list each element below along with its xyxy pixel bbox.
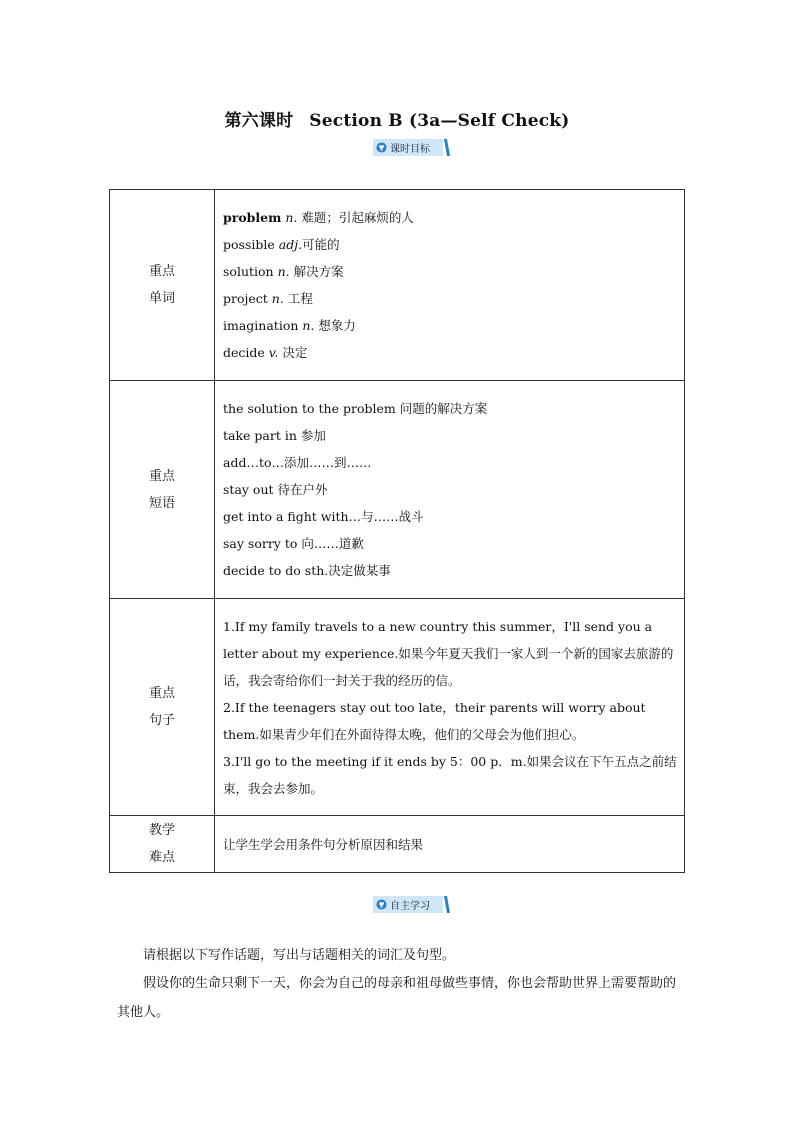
instruction-paragraph: 请根据以下写作话题，写出与话题相关的词汇及句型。 bbox=[143, 948, 456, 963]
difficulty-text: 让学生学会用条件句分析原因和结果 bbox=[215, 816, 685, 873]
objectives-badge-label: 课时目标 bbox=[390, 144, 430, 155]
list-item: 2.If the teenagers stay out too late，their parents will worry about them.如果青少年们在外面待得太晚，他们的父母会为他们担心。 bbox=[223, 699, 646, 742]
list-item: the solution to the problem 问题的解决方案 bbox=[223, 401, 488, 416]
list-item: 3.I'll go to the meeting if it ends by 5：00 p．m.如果会议在下午五点之前结束，我会去参加。 bbox=[223, 753, 677, 796]
list-item: add…to…添加……到…… bbox=[223, 455, 372, 470]
phrases-label: 重点 短语 bbox=[110, 381, 215, 599]
objectives-badge bbox=[373, 139, 443, 156]
phrases-row bbox=[110, 381, 685, 599]
vocab-list bbox=[215, 190, 685, 381]
badge-slash-decoration bbox=[441, 896, 450, 913]
trophy-icon bbox=[376, 899, 387, 910]
self-study-badge-label: 自主学习 bbox=[390, 901, 430, 912]
sentences-list bbox=[215, 599, 685, 816]
list-item: decide v. 决定 bbox=[223, 345, 308, 360]
difficulty-row bbox=[110, 816, 685, 873]
lesson-number: 第六课时 bbox=[224, 111, 294, 131]
list-item: decide to do sth.决定做某事 bbox=[223, 563, 391, 578]
list-item: say sorry to 向……道歉 bbox=[223, 536, 364, 551]
list-item: problem n. 难题；引起麻烦的人 bbox=[223, 210, 414, 225]
sentences-label: 重点 句子 bbox=[110, 599, 215, 816]
list-item: stay out 待在户外 bbox=[223, 482, 328, 497]
page-title bbox=[0, 106, 794, 131]
self-study-badge bbox=[373, 896, 443, 913]
list-item: project n. 工程 bbox=[223, 291, 313, 306]
badge-slash-decoration bbox=[441, 139, 450, 156]
vocab-label: 重点 单词 bbox=[110, 190, 215, 381]
list-item: 1.If my family travels to a new country this summer，I'll send you a letter about my experience.如果今年夏天我们一家人到一个新的国家去旅游的话，我会寄给你们一封关于我的经历的信。 bbox=[223, 618, 674, 688]
list-item: get into a fight with…与……战斗 bbox=[223, 509, 424, 524]
phrases-list bbox=[215, 381, 685, 599]
sentences-row bbox=[110, 599, 685, 816]
difficulty-label: 教学 难点 bbox=[110, 816, 215, 873]
topic-paragraph: 假设你的生命只剩下一天，你会为自己的母亲和祖母做些事情，你也会帮助世界上需要帮助的其他人。 bbox=[117, 976, 677, 1020]
section-title: Section B (3a—Self Check) bbox=[309, 111, 570, 131]
vocab-row bbox=[110, 190, 685, 381]
list-item: imagination n. 想象力 bbox=[223, 318, 356, 333]
list-item: possible adj.可能的 bbox=[223, 237, 340, 252]
list-item: take part in 参加 bbox=[223, 428, 326, 443]
list-item: solution n. 解决方案 bbox=[223, 264, 344, 279]
trophy-icon bbox=[376, 142, 387, 153]
lesson-objectives-table bbox=[109, 189, 685, 873]
